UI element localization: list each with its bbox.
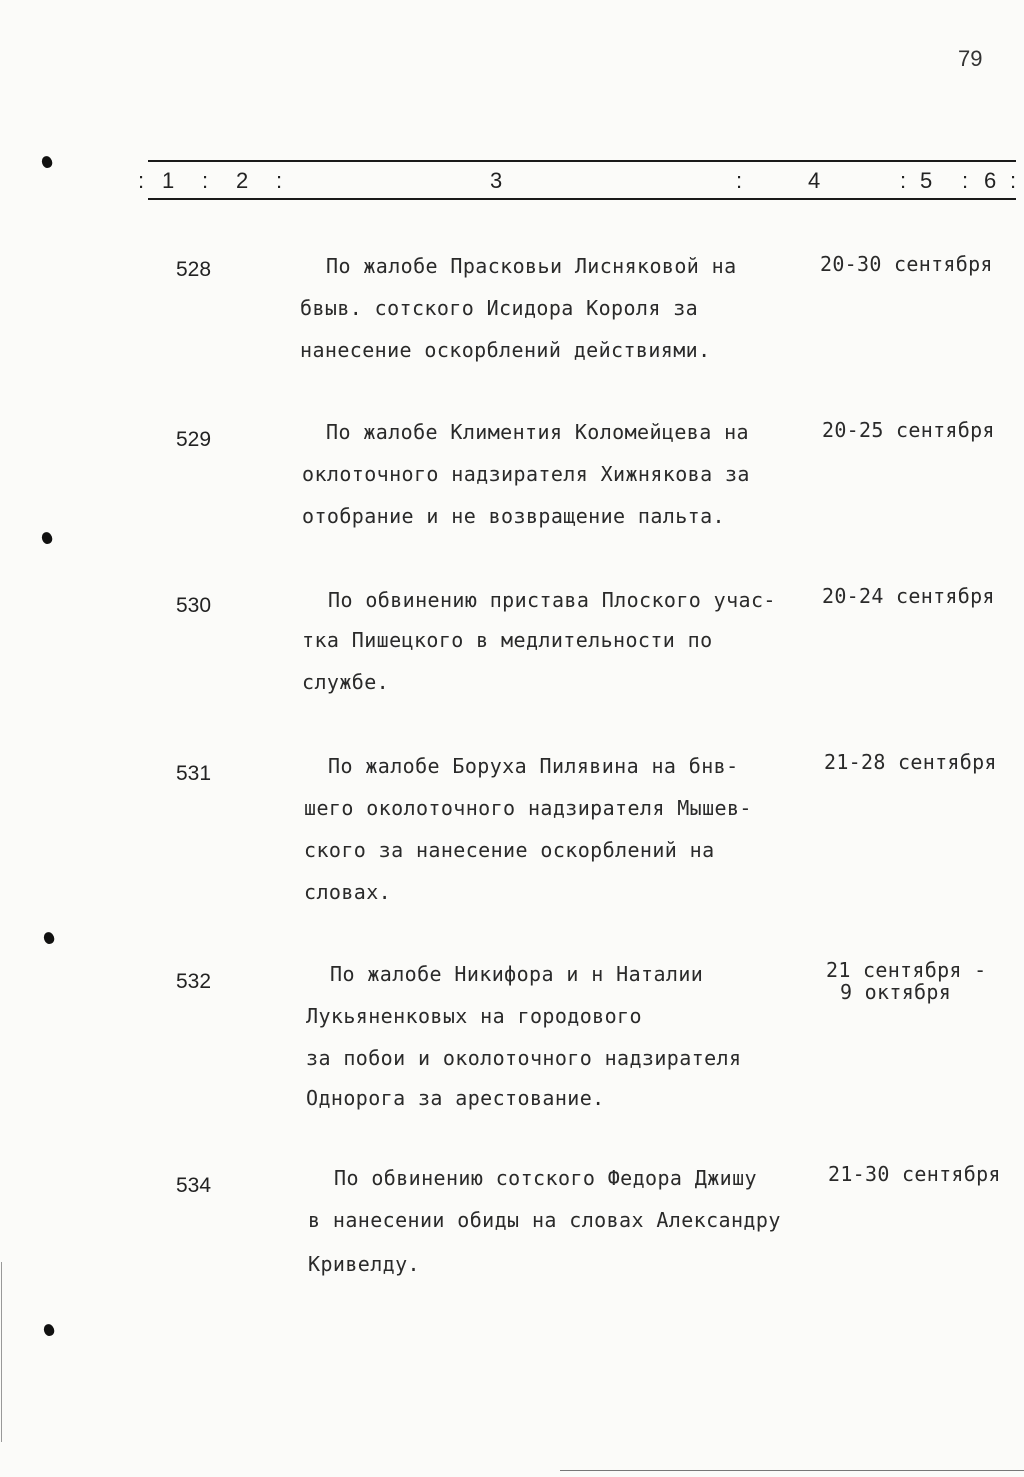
column-separator: :: [202, 168, 209, 193]
case-number: 531: [176, 762, 212, 785]
case-number: 532: [176, 970, 212, 993]
case-description-line: Лукьяненковых на городового: [306, 1004, 642, 1028]
page-number: 79: [958, 46, 983, 71]
page-edge-line: [1, 1262, 2, 1442]
case-description-line: Кривелду.: [308, 1252, 420, 1276]
case-description-line: По жалобе Климентия Коломейцева на: [326, 420, 749, 444]
column-separator: :: [900, 168, 907, 193]
case-description-line: шего околоточного надзирателя Мышев-: [304, 796, 752, 820]
case-dates: 21-28 сентября: [824, 750, 997, 774]
column-header-5: 5: [920, 168, 933, 193]
column-separator: :: [1010, 168, 1017, 193]
case-description-line: словах.: [304, 880, 392, 904]
case-description-line: тка Пишецкого в медлительности по: [302, 628, 713, 652]
case-number: 529: [176, 428, 212, 451]
column-header-3: 3: [490, 168, 503, 193]
case-dates: 9 октября: [840, 980, 952, 1004]
case-number: 530: [176, 594, 212, 617]
case-dates: 20-24 сентября: [822, 584, 995, 608]
case-description-line: оклоточного надзирателя Хижнякова за: [302, 462, 750, 486]
case-description-line: ского за нанесение оскорблений на: [304, 838, 715, 862]
header-rule-bottom: [148, 198, 1016, 200]
case-number: 528: [176, 258, 212, 281]
case-description-line: в нанесении обиды на словах Александру: [308, 1208, 781, 1232]
column-header-4: 4: [808, 168, 821, 193]
case-description-line: По обвинению пристава Плоского учас-: [328, 588, 776, 612]
page-edge-line: [560, 1470, 1024, 1471]
case-description-line: за побои и околоточного надзирателя: [306, 1046, 742, 1070]
case-description-line: По жалобе Прасковьи Лисняковой на: [326, 254, 737, 278]
case-dates: 20-30 сентября: [820, 252, 993, 276]
case-description-line: По обвинению сотского Федора Джишу: [334, 1166, 757, 1190]
column-header-1: 1: [162, 168, 175, 193]
column-separator: :: [138, 168, 145, 193]
case-description-line: По жалобе Боруха Пилявина на бнв-: [328, 754, 739, 778]
column-separator: :: [276, 168, 283, 193]
case-dates: 21 сентября -: [826, 958, 987, 982]
case-dates: 20-25 сентября: [822, 418, 995, 442]
case-description-line: По жалобе Никифора и н Наталии: [330, 962, 704, 986]
binding-hole-mark: [40, 155, 54, 170]
case-description-line: Однорога за арестование.: [306, 1086, 605, 1110]
case-number: 534: [176, 1174, 212, 1197]
header-rule-top: [148, 160, 1016, 162]
binding-hole-mark: [42, 1323, 56, 1338]
case-description-line: нанесение оскорблений действиями.: [300, 338, 711, 362]
case-description-line: отобрание и не возвращение пальта.: [302, 504, 725, 528]
column-header-6: 6: [984, 168, 997, 193]
column-separator: :: [962, 168, 969, 193]
case-dates: 21-30 сентября: [828, 1162, 1001, 1186]
column-separator: :: [736, 168, 743, 193]
binding-hole-mark: [42, 931, 56, 946]
case-description-line: службе.: [302, 670, 390, 694]
case-description-line: бвыв. сотского Исидора Короля за: [300, 296, 699, 320]
binding-hole-mark: [40, 531, 54, 546]
column-header-2: 2: [236, 168, 249, 193]
